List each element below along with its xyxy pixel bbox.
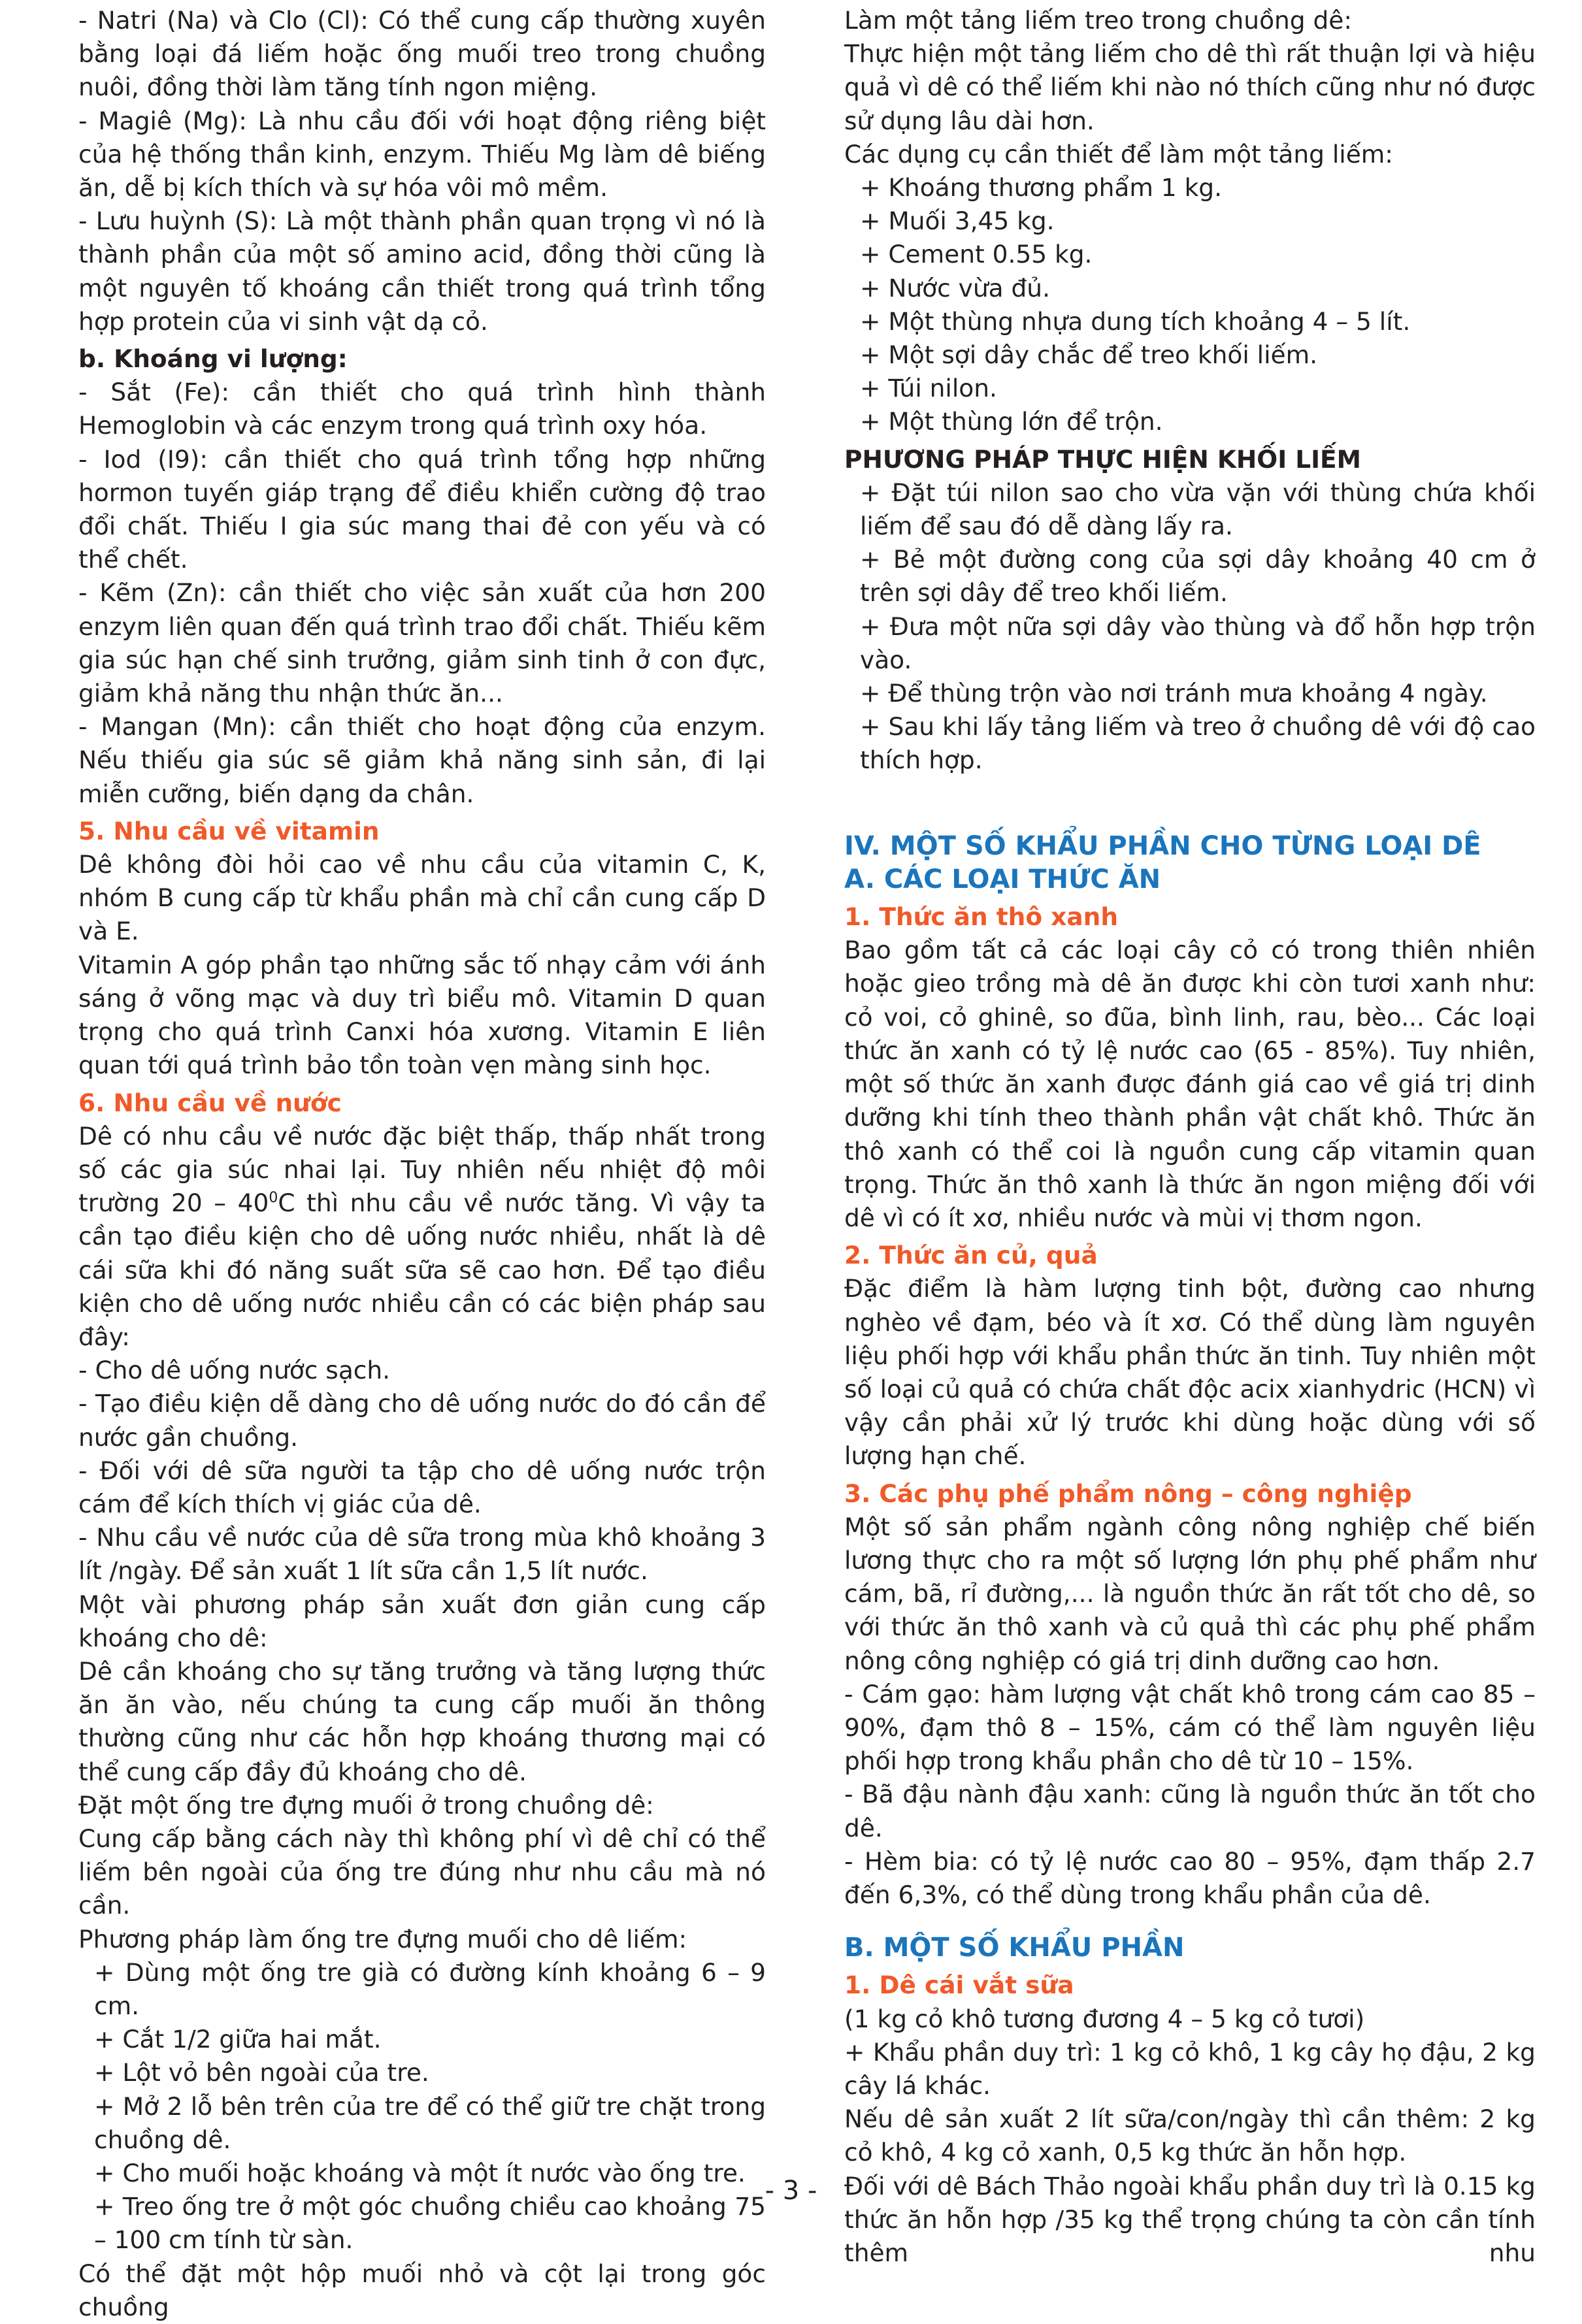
text: + Một thùng lớn để trộn. <box>860 407 1163 436</box>
section-heading <box>78 342 766 376</box>
text: + Treo ống tre ở một góc chuồng chiều cao khoảng 75 – 100 cm tính từ sàn. <box>94 2192 766 2255</box>
section-heading <box>78 1087 766 1120</box>
list-item <box>844 238 1536 271</box>
text: - Lưu huỳnh (S): Là một thành phần quan trọng vì nó là thành phần của một số amino acid, đồng thời cũng là một nguyên tố khoáng cần thiết trong quá trình tổng hợp protein của vi sinh vật dạ cỏ. <box>78 206 766 336</box>
paragraph <box>78 1588 766 1655</box>
list-item <box>844 338 1536 372</box>
text: Phương pháp làm ống tre đựng muối cho dê liếm: <box>78 1924 687 1954</box>
text: Nếu dê sản xuất 2 lít sữa/con/ngày thì cần thêm: 2 kg cỏ khô, 4 kg cỏ xanh, 0,5 kg thức ăn hỗn hợp. <box>844 2104 1536 2167</box>
text: 5. Nhu cầu về vitamin <box>78 816 380 845</box>
section-heading <box>844 830 1536 863</box>
paragraph <box>78 1387 766 1454</box>
text: Các dụng cụ cần thiết để làm một tảng liếm: <box>844 139 1393 169</box>
text: 6. Nhu cầu về nước <box>78 1088 342 1117</box>
text: - Sắt (Fe): cần thiết cho quá trình hình thành Hemoglobin và các enzym trong quá trình oxy hóa. <box>78 378 766 440</box>
text: PHƯƠNG PHÁP THỰC HIỆN KHỐI LIẾM <box>844 444 1361 474</box>
text: 1. Thức ăn thô xanh <box>844 902 1119 932</box>
text: Một vài phương pháp sản xuất đơn giản cung cấp khoáng cho dê: <box>78 1590 766 1652</box>
paragraph <box>78 1789 766 1822</box>
paragraph <box>78 4 766 105</box>
text: Làm một tảng liếm treo trong chuồng dê: <box>844 6 1353 35</box>
text: Có thể đặt một hộp muối nhỏ và cột lại trong góc chuồng <box>78 2259 766 2321</box>
text: - Tạo điều kiện dễ dàng cho dê uống nước do đó cần để nước gần chuồng. <box>78 1389 766 1452</box>
text: IV. MỘT SỐ KHẨU PHẦN CHO TỪNG LOẠI DÊ <box>844 830 1481 861</box>
text: + Cho muối hoặc khoáng và một ít nước vào ống tre. <box>94 2159 746 2187</box>
text: - Bã đậu nành đậu xanh: cũng là nguồn thức ăn tốt cho dê. <box>844 1780 1536 1842</box>
text: B. MỘT SỐ KHẨU PHẦN <box>844 1933 1185 1963</box>
text: + Sau khi lấy tảng liếm và treo ở chuồng dê với độ cao thích hợp. <box>860 712 1536 775</box>
text: - Cám gạo: hàm lượng vật chất khô trong cám cao 85 – 90%, đạm thô 8 – 15%, cám có thể làm nguyên liệu phối hợp trong khẩu phần cho dê từ 10 – 15%. <box>844 1679 1536 1776</box>
text: - Mangan (Mn): cần thiết cho hoạt động của enzym. Nếu thiếu gia súc sẽ giảm khả năng sinh sản, đi lại miễn cưỡng, biến dạng da chân. <box>78 712 766 808</box>
text: + Mở 2 lỗ bên trên của tre để có thể giữ tre chặt trong chuồng dê. <box>94 2091 766 2154</box>
list-item <box>844 610 1536 677</box>
text: A. CÁC LOẠI THỨC ĂN <box>844 864 1161 894</box>
list-item <box>844 205 1536 238</box>
text: Đặc điểm là hàm lượng tinh bột, đường cao nhưng nghèo về đạm, béo và ít xơ. Có thể dùng làm nguyên liệu phối hợp với khẩu phần thức ăn tinh. Tuy nhiên một số loại củ quả có chứa chất độc acix xianhydric (HCN) vì vậy cần phải xử lý trước khi dùng hoặc dùng với số lượng hạn chế. <box>844 1274 1536 1471</box>
paragraph <box>78 205 766 338</box>
text: Thực hiện một tảng liếm cho dê thì rất thuận lợi và hiệu quả vì dê có thể liếm khi nào nó thích cũng như nó được sử dụng lâu dài hơn. <box>844 39 1536 135</box>
text: + Túi nilon. <box>860 374 997 403</box>
list-item <box>844 710 1536 777</box>
text: - Nhu cầu về nước của dê sữa trong mùa khô khoảng 3 lít /ngày. Để sản xuất 1 lít sữa cần 1,5 lít nước. <box>78 1523 766 1586</box>
text: Đặt một ống tre đựng muối ở trong chuồng dê: <box>78 1790 654 1820</box>
text: - Iod (I9): cần thiết cho quá trình tổng hợp những hormon tuyến giáp trạng để điều khiển cường độ trao đổi chất. Thiếu I gia súc mang thai đẻ con yếu và có thể chết. <box>78 444 766 574</box>
text: b. Khoáng vi lượng: <box>78 344 348 374</box>
text: Đối với dê Bách Thảo ngoài khẩu phần duy trì là 0.15 kg thức ăn hỗn hợp /35 kg thể trọng chúng ta còn cần tính thêm nhu <box>844 2171 1536 2267</box>
section-heading <box>78 815 766 848</box>
list-item <box>844 476 1536 543</box>
text: 3. Các phụ phế phẩm nông – công nghiệp <box>844 1479 1412 1508</box>
paragraph <box>78 376 766 442</box>
paragraph <box>78 1822 766 1923</box>
text: + Dùng một ống tre già có đường kính khoảng 6 – 9 cm. <box>94 1957 766 2020</box>
text: C thì nhu cầu về nước tăng. Vì vậy ta cần tạo điều kiện cho dê uống nước nhiều, nhất là dê cái sữa khi đó năng suất sữa sẽ cao hơn. Để tạo điều kiện cho dê uống nước nhiều cần có các biện pháp sau đây: <box>78 1188 766 1351</box>
text: Vitamin A góp phần tạo những sắc tố nhạy cảm với ánh sáng ở võng mạc và duy trì biểu mô. Vitamin D quan trọng cho quá trình Canxi hóa xương. Vitamin E liên quan tới quá trình bảo tồn toàn vẹn màng sinh học. <box>78 950 766 1080</box>
paragraph <box>844 4 1536 37</box>
text: Một số sản phẩm ngành công nông nghiệp chế biến lương thực cho ra một số lượng lớn phụ phế phẩm như cám, bã, rỉ đường,... là nguồn thức ăn rất tốt cho dê, so với thức ăn thô xanh và củ quả thì các phụ phế phẩm nông công nghiệp có giá trị dinh dưỡng cao hơn. <box>844 1512 1536 1675</box>
text: - Hèm bia: có tỷ lệ nước cao 80 – 95%, đạm thấp 2.7 đến 6,3%, có thể dùng trong khẩu phần của dê. <box>844 1846 1536 1909</box>
list-item <box>844 171 1536 205</box>
section-heading <box>844 1931 1536 1965</box>
text: + Cắt 1/2 giữa hai mắt. <box>94 2025 382 2054</box>
paragraph <box>844 138 1536 171</box>
list-item <box>844 677 1536 710</box>
superscript: 0 <box>269 1190 278 1207</box>
paragraph <box>78 1521 766 1588</box>
paragraph <box>78 1655 766 1789</box>
text: - Natri (Na) và Clo (Cl): Có thể cung cấp thường xuyên bằng loại đá liếm hoặc ống muối treo trong chuồng nuôi, đồng thời làm tăng tính ngon miệng. <box>78 6 766 102</box>
section-heading <box>844 1477 1536 1511</box>
paragraph <box>844 1845 1536 1912</box>
section-heading <box>844 863 1536 896</box>
paragraph <box>844 1272 1536 1473</box>
paragraph <box>78 1923 766 1956</box>
text: Dê không đòi hỏi cao về nhu cầu của vitamin C, K, nhóm B cung cấp từ khẩu phần mà chỉ cần cung cấp D và E. <box>78 850 766 946</box>
paragraph <box>78 2257 766 2324</box>
left-column <box>78 4 766 2324</box>
text: Cung cấp bằng cách này thì không phí vì dê chỉ có thể liếm bên ngoài của ống tre đúng như nhu cầu mà nó cần. <box>78 1824 766 1920</box>
text: + Một sợi dây chắc để treo khối liếm. <box>860 340 1318 370</box>
paragraph <box>78 1454 766 1521</box>
list-item <box>844 405 1536 438</box>
paragraph <box>844 2003 1536 2036</box>
text: - Cho dê uống nước sạch. <box>78 1356 391 1385</box>
text: + Một thùng nhựa dung tích khoảng 4 – 5 lít. <box>860 306 1411 336</box>
text: + Lột vỏ bên ngoài của tre. <box>94 2058 429 2087</box>
list-item <box>78 1956 766 2023</box>
list-item <box>844 372 1536 405</box>
list-item <box>844 543 1536 610</box>
text: - Đối với dê sữa người ta tập cho dê uống nước trộn cám để kích thích vị giác của dê. <box>78 1456 766 1518</box>
text: + Đưa một nữa sợi dây vào thùng và đổ hỗn hợp trộn vào. <box>860 612 1536 674</box>
paragraph <box>844 1778 1536 1844</box>
paragraph <box>78 443 766 577</box>
paragraph <box>844 1511 1536 1678</box>
text: + Bẻ một đường cong của sợi dây khoảng 40 cm ở trên sợi dây để treo khối liếm. <box>860 545 1536 608</box>
list-item <box>844 305 1536 338</box>
section-heading <box>844 443 1536 476</box>
text: + Khoáng thương phẩm 1 kg. <box>860 173 1223 203</box>
text: Bao gồm tất cả các loại cây cỏ có trong thiên nhiên hoặc gieo trồng mà dê ăn được khi còn tươi xanh như: cỏ voi, cỏ ghinê, so đũa, bình linh, rau, bèo... Các loại thức ăn xanh có tỷ lệ nước cao (65 - 85%). Tuy nhiên, một số thức ăn xanh được đánh giá cao về giá trị dinh dưỡng khi tính theo thành phần vật chất khô. Thức ăn thô xanh có thể coi là nguồn cung cấp vitamin quan trọng. Thức ăn thô xanh là thức ăn ngon miệng đối với dê vì có ít xơ, nhiều nước và mùi vị thơm ngon. <box>844 936 1536 1232</box>
text: + Khẩu phần duy trì: 1 kg cỏ khô, 1 kg cây họ đậu, 2 kg cây lá khác. <box>844 2037 1536 2100</box>
text: 2. Thức ăn củ, quả <box>844 1241 1098 1270</box>
paragraph <box>78 105 766 205</box>
list-item <box>78 2023 766 2056</box>
text: Dê cần khoáng cho sự tăng trưởng và tăng lượng thức ăn ăn vào, nếu chúng ta cung cấp muối ăn thông thường cũng như các hỗn hợp khoáng thương mại có thể cung cấp đầy đủ khoáng cho dê. <box>78 1656 766 1786</box>
text: + Nước vừa đủ. <box>860 273 1050 303</box>
page-number: - 3 - <box>765 2176 817 2206</box>
text: - Magiê (Mg): Là nhu cầu đối với hoạt động riêng biệt của hệ thống thần kinh, enzym. Thiếu Mg làm dê biếng ăn, dễ bị kích thích và sự hóa vôi mô mềm. <box>78 106 766 203</box>
list-item <box>78 2090 766 2157</box>
paragraph <box>844 37 1536 138</box>
paragraph <box>78 710 766 811</box>
paragraph <box>78 1354 766 1387</box>
right-column <box>844 4 1536 2270</box>
section-heading <box>844 900 1536 934</box>
paragraph <box>844 2103 1536 2169</box>
text: + Muối 3,45 kg. <box>860 206 1055 236</box>
list-item <box>844 272 1536 305</box>
paragraph <box>78 949 766 1083</box>
text: 1. Dê cái vắt sữa <box>844 1971 1074 2000</box>
section-heading <box>844 1969 1536 2002</box>
text: + Để thùng trộn vào nơi tránh mưa khoảng 4 ngày. <box>860 679 1488 708</box>
list-item <box>78 2056 766 2089</box>
paragraph <box>78 1120 766 1354</box>
text: Dê có nhu cầu về nước đặc biệt thấp, thấp nhất trong số các gia súc nhai lại. Tuy nhiên nếu nhiệt độ môi trường 20 – 40 <box>78 1121 766 1218</box>
text: + Đặt túi nilon sao cho vừa vặn với thùng chứa khối liếm để sau đó dễ dàng lấy ra. <box>860 478 1536 541</box>
section-heading <box>844 1239 1536 1272</box>
paragraph <box>78 848 766 949</box>
text: (1 kg cỏ khô tương đương 4 – 5 kg cỏ tươi) <box>844 2004 1365 2033</box>
paragraph <box>844 1678 1536 1778</box>
paragraph <box>844 2036 1536 2103</box>
paragraph <box>844 934 1536 1235</box>
paragraph <box>78 576 766 710</box>
text: + Cement 0.55 kg. <box>860 240 1093 269</box>
text: - Kẽm (Zn): cần thiết cho việc sản xuất của hơn 200 enzym liên quan đến quá trình trao đổi chất. Thiếu kẽm gia súc hạn chế sinh trưởng, giảm sinh tinh ở con đực, giảm khả năng thu nhận thức ăn... <box>78 578 766 708</box>
